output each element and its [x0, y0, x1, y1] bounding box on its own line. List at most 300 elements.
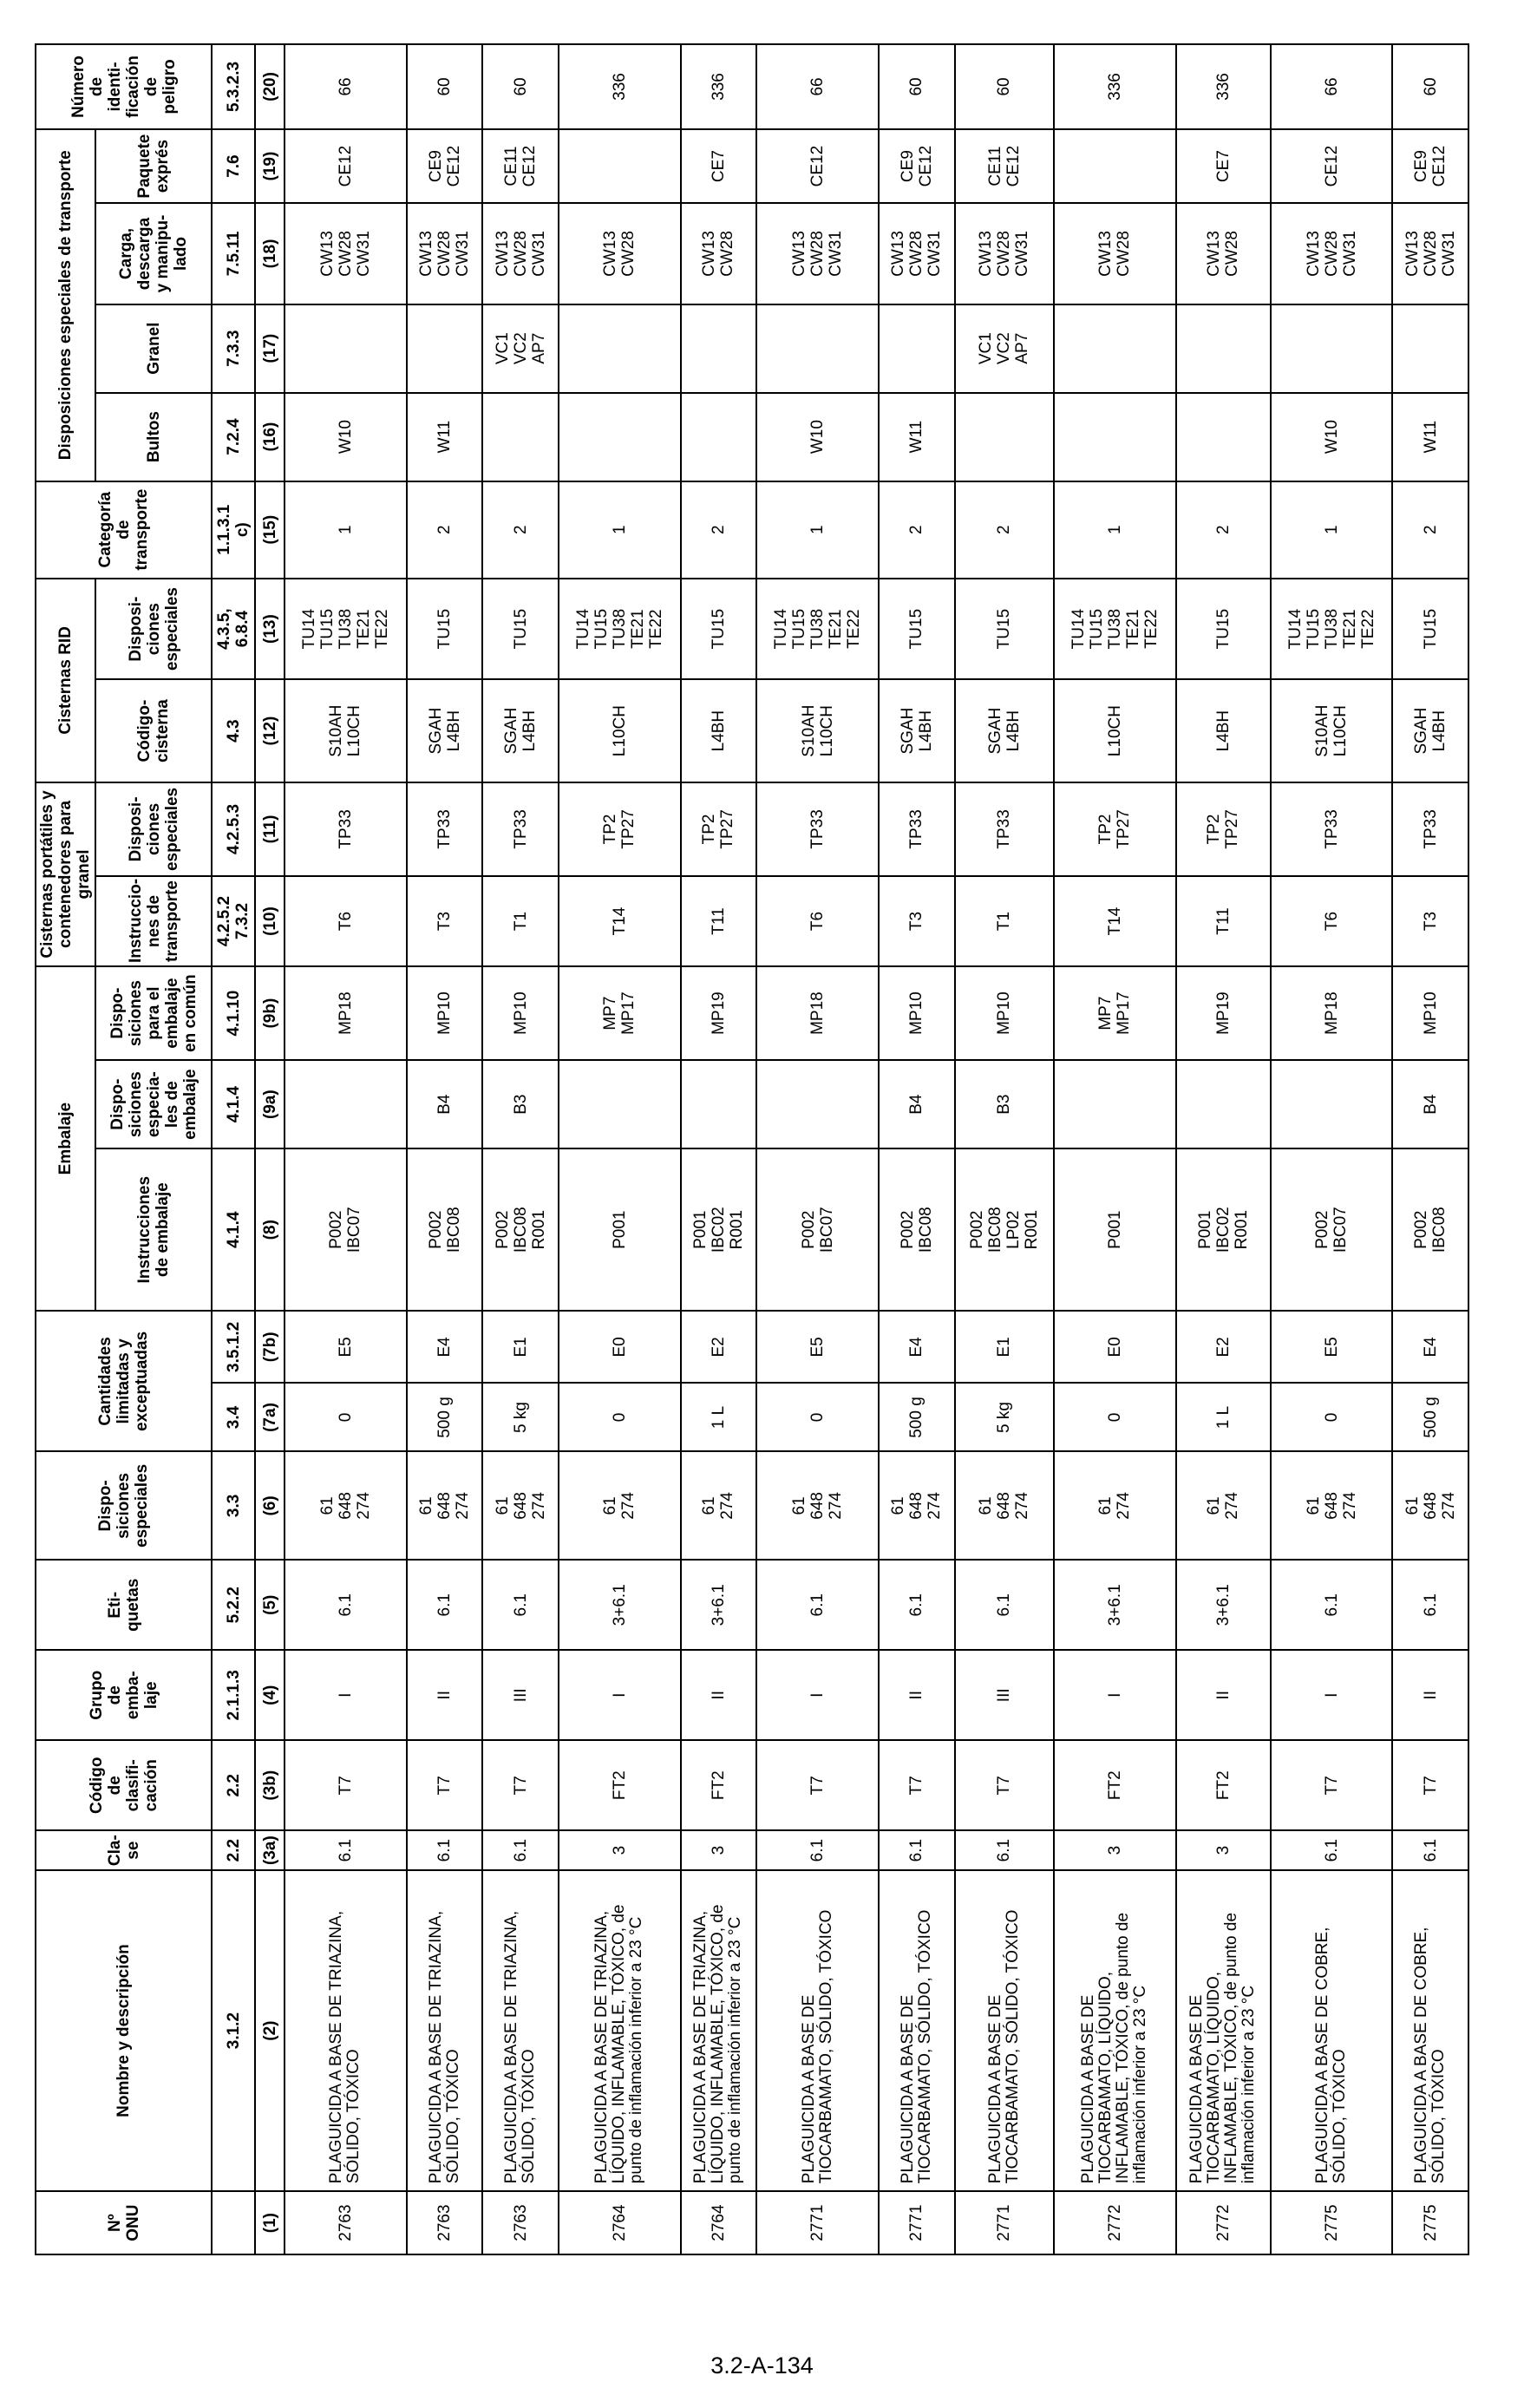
table-cell: W11 [1392, 393, 1468, 481]
header-limited-qty: Cantidades limitadas y exceptuadas [36, 1311, 212, 1451]
table-cell: TP33 [756, 782, 879, 876]
col-number-cell-6: (6) [255, 1452, 285, 1561]
table-cell [1054, 393, 1176, 481]
table-cell: 2 [1176, 481, 1271, 579]
header-mixed-packing: Dispo- siciones para el embalaje en común [95, 966, 212, 1060]
table-cell: P001 [1054, 1148, 1176, 1311]
table-cell: 2763 [407, 2191, 483, 2254]
table-cell: TU15 [482, 579, 559, 679]
table-cell: P002 IBC07 [1271, 1148, 1393, 1311]
table-cell: 6.1 [407, 1560, 483, 1650]
table-cell: TP33 [285, 782, 407, 876]
table-cell: TP33 [1271, 782, 1393, 876]
table-cell: P002 IBC08 [879, 1148, 955, 1311]
table-cell: S10AH L10CH [1271, 679, 1393, 782]
table-cell [1054, 304, 1176, 393]
table-cell: E4 [879, 1311, 955, 1383]
table-cell: P002 IBC08 [1392, 1148, 1468, 1311]
col-number-cell-8: (7b) [255, 1311, 285, 1383]
table-cell: MP10 [482, 966, 559, 1060]
table-cell: TP2 TP27 [1054, 782, 1176, 876]
table-cell: T1 [955, 876, 1054, 966]
table-cell: 3+6.1 [1054, 1560, 1176, 1650]
table-cell: 2771 [879, 2191, 955, 2254]
table-cell [285, 1060, 407, 1148]
table-cell: 2764 [559, 2191, 681, 2254]
table-cell: TU15 [879, 579, 955, 679]
table-cell: CW13 CW28 CW31 [879, 203, 955, 304]
table-cell: 2763 [285, 2191, 407, 2254]
table-cell: MP19 [681, 966, 757, 1060]
table-cell: CE12 [756, 129, 879, 203]
col-number-cell-7: (7a) [255, 1383, 285, 1451]
table-cell: 500 g [1392, 1383, 1468, 1451]
table-cell: T7 [756, 1740, 879, 1830]
header-rid-special-provisions: Disposi- ciones especiales [95, 579, 212, 679]
col-number-cell-0: (1) [255, 2191, 285, 2254]
table-cell: 6.1 [285, 1830, 407, 1870]
table-cell [559, 304, 681, 393]
table-cell: 66 [1271, 44, 1393, 129]
substance-name-cell: PLAGUICIDA A BASE DE TIOCARBAMATO, SÓLIDO, TÓXICO [879, 1870, 955, 2191]
table-cell: L4BH [1176, 679, 1271, 782]
ref-cell-20: 7.6 [212, 129, 255, 203]
ref-cell-7: 3.4 [212, 1383, 255, 1451]
ref-cell-13: 4.2.5.3 [212, 782, 255, 876]
header-special-packing-provisions: Dispo- siciones especia- les de embalaje [95, 1060, 212, 1148]
table-cell: T14 [1054, 876, 1176, 966]
table-cell: TU15 [1176, 579, 1271, 679]
header-class: Cla- se [36, 1830, 212, 1870]
table-cell: CW13 CW28 [1176, 203, 1271, 304]
table-cell: W11 [407, 393, 483, 481]
table-cell: II [407, 1650, 483, 1740]
table-cell: 61 648 274 [285, 1452, 407, 1561]
col-number-cell-17: (16) [255, 393, 285, 481]
table-cell: I [559, 1650, 681, 1740]
table-cell: TU14 TU15 TU38 TE21 TE22 [285, 579, 407, 679]
table-cell [1176, 304, 1271, 393]
table-cell: MP10 [407, 966, 483, 1060]
table-cell: 60 [482, 44, 559, 129]
table-cell: S10AH L10CH [756, 679, 879, 782]
col-number-cell-10: (9a) [255, 1060, 285, 1148]
table-row [285, 44, 407, 2254]
table-cell: T7 [482, 1740, 559, 1830]
table-cell: CW13 CW28 CW31 [1392, 203, 1468, 304]
table-cell: 61 648 274 [879, 1452, 955, 1561]
table-cell: 1 [285, 481, 407, 579]
table-cell [1271, 304, 1393, 393]
ref-cell-2: 2.2 [212, 1830, 255, 1870]
table-row [879, 44, 955, 2254]
table-cell: 2775 [1392, 2191, 1468, 2254]
table-cell: CW13 CW28 CW31 [955, 203, 1054, 304]
table-cell: 6.1 [955, 1560, 1054, 1650]
header-express: Paquete exprés [95, 129, 212, 203]
table-cell: FT2 [681, 1740, 757, 1830]
ref-cell-5: 5.2.2 [212, 1560, 255, 1650]
ref-cell-16: 1.1.3.1 c) [212, 481, 255, 579]
table-cell: CW13 CW28 [681, 203, 757, 304]
table-cell: 336 [1054, 44, 1176, 129]
header-special-transport: Disposiciones especiales de transporte [36, 129, 95, 481]
table-cell: VC1 VC2 AP7 [955, 304, 1054, 393]
table-cell: E1 [955, 1311, 1054, 1383]
header-special-provisions: Dispo- siciones especiales [36, 1452, 212, 1561]
col-number-cell-15: (13) [255, 579, 285, 679]
table-cell: TP2 TP27 [1176, 782, 1271, 876]
table-cell: 2 [955, 481, 1054, 579]
table-cell [681, 304, 757, 393]
col-number-cell-20: (19) [255, 129, 285, 203]
table-cell: SGAH L4BH [955, 679, 1054, 782]
table-cell: 1 L [681, 1383, 757, 1451]
table-cell: 5 kg [955, 1383, 1054, 1451]
table-cell [756, 1060, 879, 1148]
table-cell: W10 [285, 393, 407, 481]
page-number: 3.2-A-134 [710, 2352, 814, 2379]
table-cell: 2764 [681, 2191, 757, 2254]
table-cell: P001 [559, 1148, 681, 1311]
table-cell: 6.1 [1392, 1560, 1468, 1650]
table-cell: TU15 [681, 579, 757, 679]
table-cell: T7 [285, 1740, 407, 1830]
substance-name-cell: PLAGUICIDA A BASE DE COBRE, SÓLIDO, TÓXICO [1392, 1870, 1468, 2191]
table-cell: E5 [1271, 1311, 1393, 1383]
column-number-row [255, 44, 285, 2254]
table-cell: 2771 [955, 2191, 1054, 2254]
table-cell: MP18 [1271, 966, 1393, 1060]
table-cell: 2772 [1054, 2191, 1176, 2254]
table-cell: 61 648 274 [1271, 1452, 1393, 1561]
table-cell: W10 [756, 393, 879, 481]
table-cell: 61 274 [681, 1452, 757, 1561]
ref-cell-4: 2.1.1.3 [212, 1650, 255, 1740]
table-cell: 61 648 274 [482, 1452, 559, 1561]
table-row [756, 44, 879, 2254]
table-cell: 61 274 [1054, 1452, 1176, 1561]
table-cell: 3 [681, 1830, 757, 1870]
table-row [1271, 44, 1393, 2254]
table-cell [559, 1060, 681, 1148]
table-cell: CE7 [1176, 129, 1271, 203]
table-cell: 6.1 [955, 1830, 1054, 1870]
table-cell [1176, 1060, 1271, 1148]
table-cell: CW13 CW28 CW31 [1271, 203, 1393, 304]
table-cell [407, 304, 483, 393]
ref-cell-18: 7.3.3 [212, 304, 255, 393]
table-cell: III [482, 1650, 559, 1740]
table-cell: P002 IBC08 [407, 1148, 483, 1311]
table-cell: 3+6.1 [559, 1560, 681, 1650]
substance-name-cell: PLAGUICIDA A BASE DE COBRE, SÓLIDO, TÓXICO [1271, 1870, 1393, 2191]
table-cell: T7 [955, 1740, 1054, 1830]
table-cell: 6.1 [756, 1560, 879, 1650]
substance-name-cell: PLAGUICIDA A BASE DE TIOCARBAMATO, SÓLIDO, TÓXICO [955, 1870, 1054, 2191]
table-cell [1054, 1060, 1176, 1148]
table-cell: E1 [482, 1311, 559, 1383]
table-cell: T7 [1271, 1740, 1393, 1830]
col-number-cell-13: (11) [255, 782, 285, 876]
ref-cell-3: 2.2 [212, 1740, 255, 1830]
ref-cell-8: 3.5.1.2 [212, 1311, 255, 1383]
substance-name-cell: PLAGUICIDA A BASE DE TIOCARBAMATO, LÍQUIDO, INFLAMABLE, TÓXICO, de punto de inflamación inferior a 23 °C [1176, 1870, 1271, 2191]
table-cell: T7 [1392, 1740, 1468, 1830]
table-cell: 500 g [407, 1383, 483, 1451]
table-cell: TP33 [879, 782, 955, 876]
table-cell: P001 IBC02 R001 [681, 1148, 757, 1311]
table-cell: 6.1 [482, 1830, 559, 1870]
table-cell: CW13 CW28 CW31 [407, 203, 483, 304]
table-cell: CE11 CE12 [955, 129, 1054, 203]
table-cell: E4 [407, 1311, 483, 1383]
ref-cell-21: 5.3.2.3 [212, 44, 255, 129]
substance-name-cell: PLAGUICIDA A BASE DE TIOCARBAMATO, SÓLIDO, TÓXICO [756, 1870, 879, 2191]
col-number-cell-18: (17) [255, 304, 285, 393]
table-cell: E4 [1392, 1311, 1468, 1383]
table-cell: 6.1 [756, 1830, 879, 1870]
header-labels: Eti- quetas [36, 1560, 212, 1650]
substance-name-cell: PLAGUICIDA A BASE DE TIOCARBAMATO, LÍQUIDO, INFLAMABLE, TÓXICO, de punto de inflamación inferior a 23 °C [1054, 1870, 1176, 2191]
table-cell: CE12 [1271, 129, 1393, 203]
table-cell [1271, 1060, 1393, 1148]
table-cell: L10CH [559, 679, 681, 782]
col-number-cell-3: (3b) [255, 1740, 285, 1830]
table-cell: TP33 [955, 782, 1054, 876]
table-cell: 60 [1392, 44, 1468, 129]
table-cell: TU14 TU15 TU38 TE21 TE22 [1271, 579, 1393, 679]
table-cell: SGAH L4BH [879, 679, 955, 782]
table-cell: III [955, 1650, 1054, 1740]
rotated-page [35, 43, 1469, 2255]
table-row [407, 44, 483, 2254]
table-cell [955, 393, 1054, 481]
table-cell: MP10 [879, 966, 955, 1060]
col-number-cell-14: (12) [255, 679, 285, 782]
table-cell: CW13 CW28 CW31 [482, 203, 559, 304]
header-packing-instructions: Instrucciones de embalaje [95, 1148, 212, 1311]
table-cell: CE7 [681, 129, 757, 203]
table-cell: 336 [681, 44, 757, 129]
table-cell: 2 [482, 481, 559, 579]
table-cell: L10CH [1054, 679, 1176, 782]
table-cell: T7 [879, 1740, 955, 1830]
table-cell [1392, 304, 1468, 393]
table-cell: B4 [407, 1060, 483, 1148]
header-un-no: Nº ONU [36, 2191, 212, 2254]
col-number-cell-12: (10) [255, 876, 285, 966]
table-cell: B4 [879, 1060, 955, 1148]
table-cell: T6 [285, 876, 407, 966]
table-cell: B3 [955, 1060, 1054, 1148]
table-cell [1176, 393, 1271, 481]
table-cell: 2 [681, 481, 757, 579]
table-cell: 61 648 274 [955, 1452, 1054, 1561]
table-cell: TU14 TU15 TU38 TE21 TE22 [756, 579, 879, 679]
table-cell [879, 304, 955, 393]
table-cell: P001 IBC02 R001 [1176, 1148, 1271, 1311]
table-cell: CE9 CE12 [1392, 129, 1468, 203]
table-cell: TU14 TU15 TU38 TE21 TE22 [559, 579, 681, 679]
col-number-cell-19: (18) [255, 203, 285, 304]
table-cell: 6.1 [407, 1830, 483, 1870]
table-cell: T3 [407, 876, 483, 966]
table-cell: 2775 [1271, 2191, 1393, 2254]
table-cell: TP2 TP27 [559, 782, 681, 876]
header-portable-tanks: Cisternas portátiles y contenedores para granel [36, 782, 95, 966]
table-cell: 3 [559, 1830, 681, 1870]
table-cell: 2763 [482, 2191, 559, 2254]
table-row [955, 44, 1054, 2254]
table-cell: 1 [559, 481, 681, 579]
table-cell: 0 [559, 1383, 681, 1451]
ref-cell-17: 7.2.4 [212, 393, 255, 481]
table-cell: 6.1 [879, 1560, 955, 1650]
table-cell: 2 [1392, 481, 1468, 579]
header-packaging: Embalaje [36, 966, 95, 1311]
table-cell: 6.1 [879, 1830, 955, 1870]
table-cell [681, 1060, 757, 1148]
table-cell: II [1176, 1650, 1271, 1740]
table-cell: 5 kg [482, 1383, 559, 1451]
table-row [681, 44, 757, 2254]
ref-cell-1: 3.1.2 [212, 1870, 255, 2191]
table-cell: MP7 MP17 [559, 966, 681, 1060]
table-cell: FT2 [1054, 1740, 1176, 1830]
table-cell: E2 [681, 1311, 757, 1383]
table-cell: L4BH [681, 679, 757, 782]
table-cell: T3 [879, 876, 955, 966]
substance-name-cell: PLAGUICIDA A BASE DE TRIAZINA, SÓLIDO, TÓXICO [285, 1870, 407, 2191]
header-tank-code: Código- cisterna [95, 679, 212, 782]
ref-cell-11: 4.1.10 [212, 966, 255, 1060]
table-cell: TP2 TP27 [681, 782, 757, 876]
table-cell: 6.1 [482, 1560, 559, 1650]
table-cell [559, 393, 681, 481]
table-cell: I [756, 1650, 879, 1740]
table-cell: 66 [285, 44, 407, 129]
table-cell: TU15 [1392, 579, 1468, 679]
table-row [482, 44, 559, 2254]
table-cell: 336 [559, 44, 681, 129]
table-cell: FT2 [559, 1740, 681, 1830]
table-cell: 1 L [1176, 1383, 1271, 1451]
ref-cell-19: 7.5.11 [212, 203, 255, 304]
table-cell: II [1392, 1650, 1468, 1740]
table-cell: E0 [559, 1311, 681, 1383]
table-cell: 3 [1054, 1830, 1176, 1870]
dangerous-goods-table [35, 43, 1469, 2255]
table-cell: II [879, 1650, 955, 1740]
table-cell: B3 [482, 1060, 559, 1148]
table-cell: 336 [1176, 44, 1271, 129]
col-number-cell-2: (3a) [255, 1830, 285, 1870]
header-bulk: Granel [95, 304, 212, 393]
table-cell: 3 [1176, 1830, 1271, 1870]
table-cell: 2 [407, 481, 483, 579]
table-cell: SGAH L4BH [407, 679, 483, 782]
table-cell: 0 [756, 1383, 879, 1451]
ref-cell-6: 3.3 [212, 1452, 255, 1561]
table-cell: I [1271, 1650, 1393, 1740]
table-cell: MP18 [756, 966, 879, 1060]
table-row [1054, 44, 1176, 2254]
table-cell: 60 [407, 44, 483, 129]
table-cell: CW13 CW28 CW31 [756, 203, 879, 304]
table-cell: MP19 [1176, 966, 1271, 1060]
table-cell: T6 [756, 876, 879, 966]
table-cell: 1 [756, 481, 879, 579]
table-cell: S10AH L10CH [285, 679, 407, 782]
table-cell: 1 [1271, 481, 1393, 579]
header-packages: Bultos [95, 393, 212, 481]
col-number-cell-1: (2) [255, 1870, 285, 2191]
ref-cell-9: 4.1.4 [212, 1148, 255, 1311]
header-tank-special-provisions: Disposi- ciones especiales [95, 782, 212, 876]
ref-cell-12: 4.2.5.2 7.3.2 [212, 876, 255, 966]
header-transport-category: Categoría de transporte [36, 481, 212, 579]
ref-cell-0 [212, 2191, 255, 2254]
table-cell: CW13 CW28 CW31 [285, 203, 407, 304]
table-cell: 61 648 274 [756, 1452, 879, 1561]
table-cell: MP10 [955, 966, 1054, 1060]
substance-name-cell: PLAGUICIDA A BASE DE TRIAZINA, SÓLIDO, TÓXICO [482, 1870, 559, 2191]
table-cell: TP33 [1392, 782, 1468, 876]
table-cell: MP18 [285, 966, 407, 1060]
table-cell [681, 393, 757, 481]
table-cell: 500 g [879, 1383, 955, 1451]
header-tank-instructions: Instruccio- nes de transporte [95, 876, 212, 966]
table-cell: 2771 [756, 2191, 879, 2254]
table-cell: T11 [681, 876, 757, 966]
header-hazard-id: Número de identi- ficación de peligro [36, 44, 212, 129]
table-cell: E5 [756, 1311, 879, 1383]
table-cell: 6.1 [285, 1560, 407, 1650]
table-cell [482, 393, 559, 481]
table-cell: TP33 [482, 782, 559, 876]
reference-row [212, 44, 255, 2254]
ref-cell-15: 4.3.5, 6.8.4 [212, 579, 255, 679]
table-cell: TU14 TU15 TU38 TE21 TE22 [1054, 579, 1176, 679]
table-cell [559, 129, 681, 203]
table-cell: P002 IBC08 R001 [482, 1148, 559, 1311]
table-cell: 0 [1054, 1383, 1176, 1451]
table-cell: W10 [1271, 393, 1393, 481]
table-cell: 61 274 [1176, 1452, 1271, 1561]
table-cell: T3 [1392, 876, 1468, 966]
ref-cell-10: 4.1.4 [212, 1060, 255, 1148]
header-name: Nombre y descripción [36, 1870, 212, 2191]
table-cell: T7 [407, 1740, 483, 1830]
table-cell [756, 304, 879, 393]
table-row [1392, 44, 1468, 2254]
table-cell: CW13 CW28 [559, 203, 681, 304]
table-cell: 2 [879, 481, 955, 579]
substance-name-cell: PLAGUICIDA A BASE DE TRIAZINA, LÍQUIDO, INFLAMABLE, TÓXICO, de punto de inflamación inferior a 23 °C [681, 1870, 757, 2191]
table-cell: E0 [1054, 1311, 1176, 1383]
header-class-code: Código de clasifi- cación [36, 1740, 212, 1830]
table-cell: 6.1 [1271, 1560, 1393, 1650]
table-cell: W11 [879, 393, 955, 481]
table-cell: CE9 CE12 [879, 129, 955, 203]
table-cell: I [1054, 1650, 1176, 1740]
table-cell: 60 [955, 44, 1054, 129]
table-cell: SGAH L4BH [1392, 679, 1468, 782]
col-number-cell-16: (15) [255, 481, 285, 579]
table-cell: 6.1 [1271, 1830, 1393, 1870]
table-cell: 1 [1054, 481, 1176, 579]
